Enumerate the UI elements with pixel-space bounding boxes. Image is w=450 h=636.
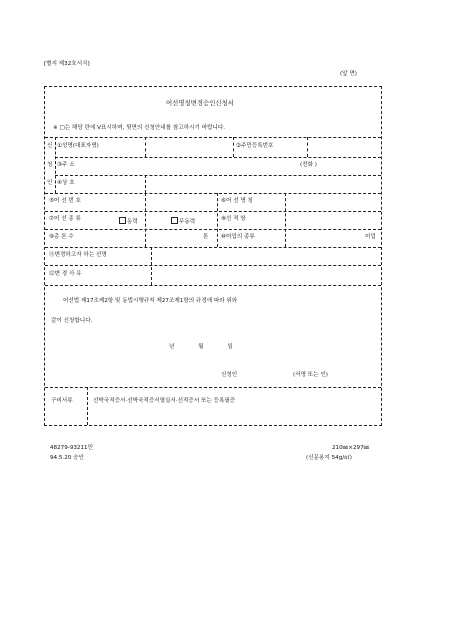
address-label: ③주 소 [57,162,75,168]
vessel-name-label: ⑥어 선 명 칭 [221,198,253,204]
row-line [45,285,381,286]
attachments-label: 구비서류 [51,398,73,404]
signature-note: (서명 또는 인) [293,372,328,378]
paper-type: (신문용지 54g/㎡) [306,455,352,461]
application-form [44,86,382,426]
new-name-label: ⑪변경하고자 하는 선명 [49,252,107,258]
applicant-label-3: 인 [47,180,53,186]
row-line [45,229,381,230]
powered-option[interactable] [119,217,138,226]
date-line: 년 월 일 [169,344,233,350]
tonnage-unit: 톤 [203,234,209,240]
column-line [151,247,152,285]
attachments-list: 선박국적증서·선박국적증서멸실서·선적증서 또는 등록필증 [93,398,236,404]
declaration-line-1: 어선법 제17조제2항 및 동법시행규칙 제27조제1항의 규정에 따라 위와 [63,298,238,304]
home-port-label: ⑧선 적 항 [221,216,246,222]
column-line [233,137,234,157]
fishery-type-label: ⑩어업의 종류 [221,234,255,240]
column-line [145,193,146,247]
column-line [145,175,146,193]
change-reason-label: ⑫변 경 사 유 [49,271,82,277]
row-line [55,157,381,158]
row-line [45,247,381,248]
declaration-line-2: 같이 신청합니다. [51,318,93,324]
paper-size: 210㎜×297㎜ [332,445,370,451]
column-line [307,137,308,157]
row-line [45,265,381,266]
row-line [45,211,381,212]
checkbox-note: ※ □는 해당 란에 V표시하며, 뒷면의 신청안내를 참고하시기 바랍니다. [53,125,226,131]
tonnage-label: ⑨총 톤 수 [49,234,74,240]
row-line [55,175,381,176]
vessel-number-label: ⑤어 선 번 호 [49,198,81,204]
powered-option-label: 동력 [127,219,138,225]
row-line [45,137,381,138]
powered-checkbox[interactable] [119,217,126,224]
column-line [217,193,218,247]
fishery-suffix: 어업 [365,234,376,240]
non-powered-checkbox[interactable] [171,217,178,224]
phone-label: (전화 ) [300,162,317,168]
page-side: (앞 면) [340,71,357,77]
form-code: 48279-93211민 [50,445,94,451]
applicant-name-label: ①성명(대표자명) [57,143,99,149]
column-line [55,137,56,193]
non-powered-option[interactable] [171,217,195,226]
applicant-label-1: 신 [47,143,53,149]
column-line [145,137,146,157]
registration-number-label: ②주민등록번호 [236,143,274,149]
row-line [45,387,381,388]
column-line [285,193,286,247]
trade-name-label: ④상 호 [57,180,75,186]
non-powered-option-label: 무동력 [179,219,196,225]
form-number: [별지 제32호서식] [44,61,90,67]
row-line [45,193,381,194]
signer-label: 신청인 [221,372,238,378]
vessel-type-label: ⑦어 선 종 류 [49,216,81,222]
applicant-label-2: 청 [47,162,53,168]
column-line [87,387,88,425]
approval-date: 94.5.20 승인 [50,455,84,461]
form-title: 어선명칭변경승인신청서 [166,99,234,107]
